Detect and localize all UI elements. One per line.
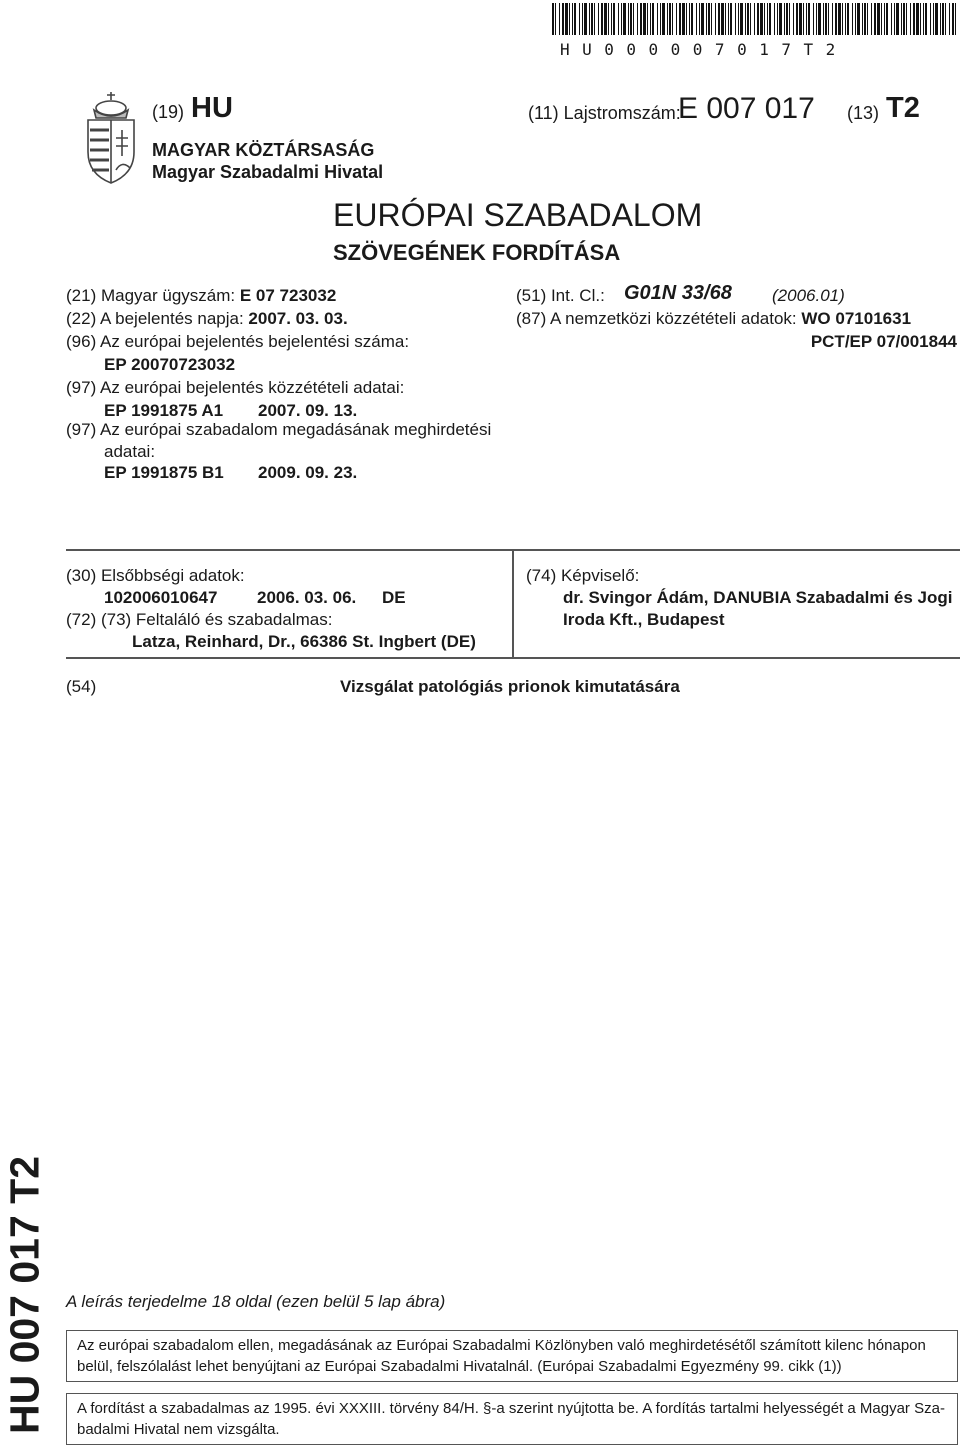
divider-vertical [512,549,514,658]
field-21-value: E 07 723032 [239,286,337,305]
field-54-code: (54) [66,677,97,696]
field-72-value: Latza, Reinhard, Dr., 66386 St. Ingbert (DE) [132,632,476,651]
side-document-number [0,1150,50,1440]
description-scope: A leírás terjedelme 18 oldal (ezen belül 5 lap ábra) [66,1292,446,1311]
field-87 [516,309,911,329]
field-87-label: (87) A nemzetközi közzétételi adatok: [516,309,797,328]
field-51-year: (2006.01) [772,286,845,305]
field-74-line2: Iroda Kft., Budapest [563,610,725,629]
translation-notice-line1: A fordítást a szabadalmas az 1995. évi XXXIII. törvény 84/H. §-a szerint nyújtotta be. A fordítás tartalmi helyességét a Magyar Sza- [77,1400,945,1417]
opposition-notice-line1: Az európai szabadalom ellen, megadásának az Európai Szabadalmi Közlönyben való meghirdetésétől számított kilenc hónapon [77,1337,926,1354]
barcode-image [552,3,956,35]
field-74-label: (74) Képviselő: [526,566,640,585]
field-22-label: (22) A bejelentés napja: [66,309,244,328]
field-13-code: (13) [847,103,880,123]
field-30-number: 102006010647 [104,588,218,607]
field-97b-label: (97) Az európai szabadalom megadásának meghirdetési [66,420,492,439]
document-title: EURÓPAI SZABADALOM [333,197,703,233]
field-97a-number: EP 1991875 A1 [104,401,224,420]
field-51-class: G01N 33/68 [624,282,732,304]
invention-title: Vizsgálat patológiás prionok kimutatására [340,677,680,696]
barcode-text: HU000007017T2 [560,40,848,59]
field-30-country: DE [382,588,406,607]
field-87-wo: WO 07101631 [801,309,912,328]
divider-bottom [66,657,960,659]
document-subtitle: SZÖVEGÉNEK FORDÍTÁSA [333,240,621,265]
translation-notice-box [66,1393,958,1445]
field-72-label: (72) (73) Feltaláló és szabadalmas: [66,610,333,629]
field-97b-label-cont: adatai: [104,442,156,461]
office-name: Magyar Szabadalmi Hivatal [152,162,384,182]
office-country-name: MAGYAR KÖZTÁRSASÁG [152,140,375,160]
field-97a-label: (97) Az európai bejelentés közzétételi adatai: [66,378,405,397]
translation-notice-line2: badalmi Hivatal nem vizsgálta. [77,1421,280,1438]
field-96-label: (96) Az európai bejelentés bejelentési száma: [66,332,410,351]
field-30-date: 2006. 03. 06. [257,588,357,607]
opposition-notice-box [66,1330,958,1382]
field-30-label: (30) Elsőbbségi adatok: [66,566,245,585]
field-97b-number: EP 1991875 B1 [104,463,224,482]
field-87-pct: PCT/EP 07/001844 [810,332,957,351]
opposition-notice-line2: belül, felszólalást lehet benyújtani az Európai Szabadalmi Hivatalnál. (Európai Szabadalmi Egyezmény 99. cikk (1)) [77,1358,842,1375]
field-97b-date: 2009. 09. 23. [258,463,358,482]
registration-number: E 007 017 [678,92,815,125]
field-19-code: (19) [152,102,185,122]
field-22-value: 2007. 03. 03. [248,309,348,328]
field-11-label: (11) Lajstromszám: [528,103,681,123]
country-code: HU [191,92,233,124]
field-51-label: (51) Int. Cl.: [516,286,605,305]
field-22 [66,309,348,329]
coat-of-arms-logo [80,90,142,186]
field-21-label: (21) Magyar ügyszám: [66,286,236,305]
field-21 [66,286,336,306]
field-74-line1: dr. Svingor Ádám, DANUBIA Szabadalmi és Jogi [563,588,953,607]
side-document-number-text: HU 007 017 T2 [1,1155,48,1435]
kind-code: T2 [886,92,920,124]
field-97a-date: 2007. 09. 13. [258,401,358,420]
field-96-value: EP 20070723032 [104,355,236,374]
